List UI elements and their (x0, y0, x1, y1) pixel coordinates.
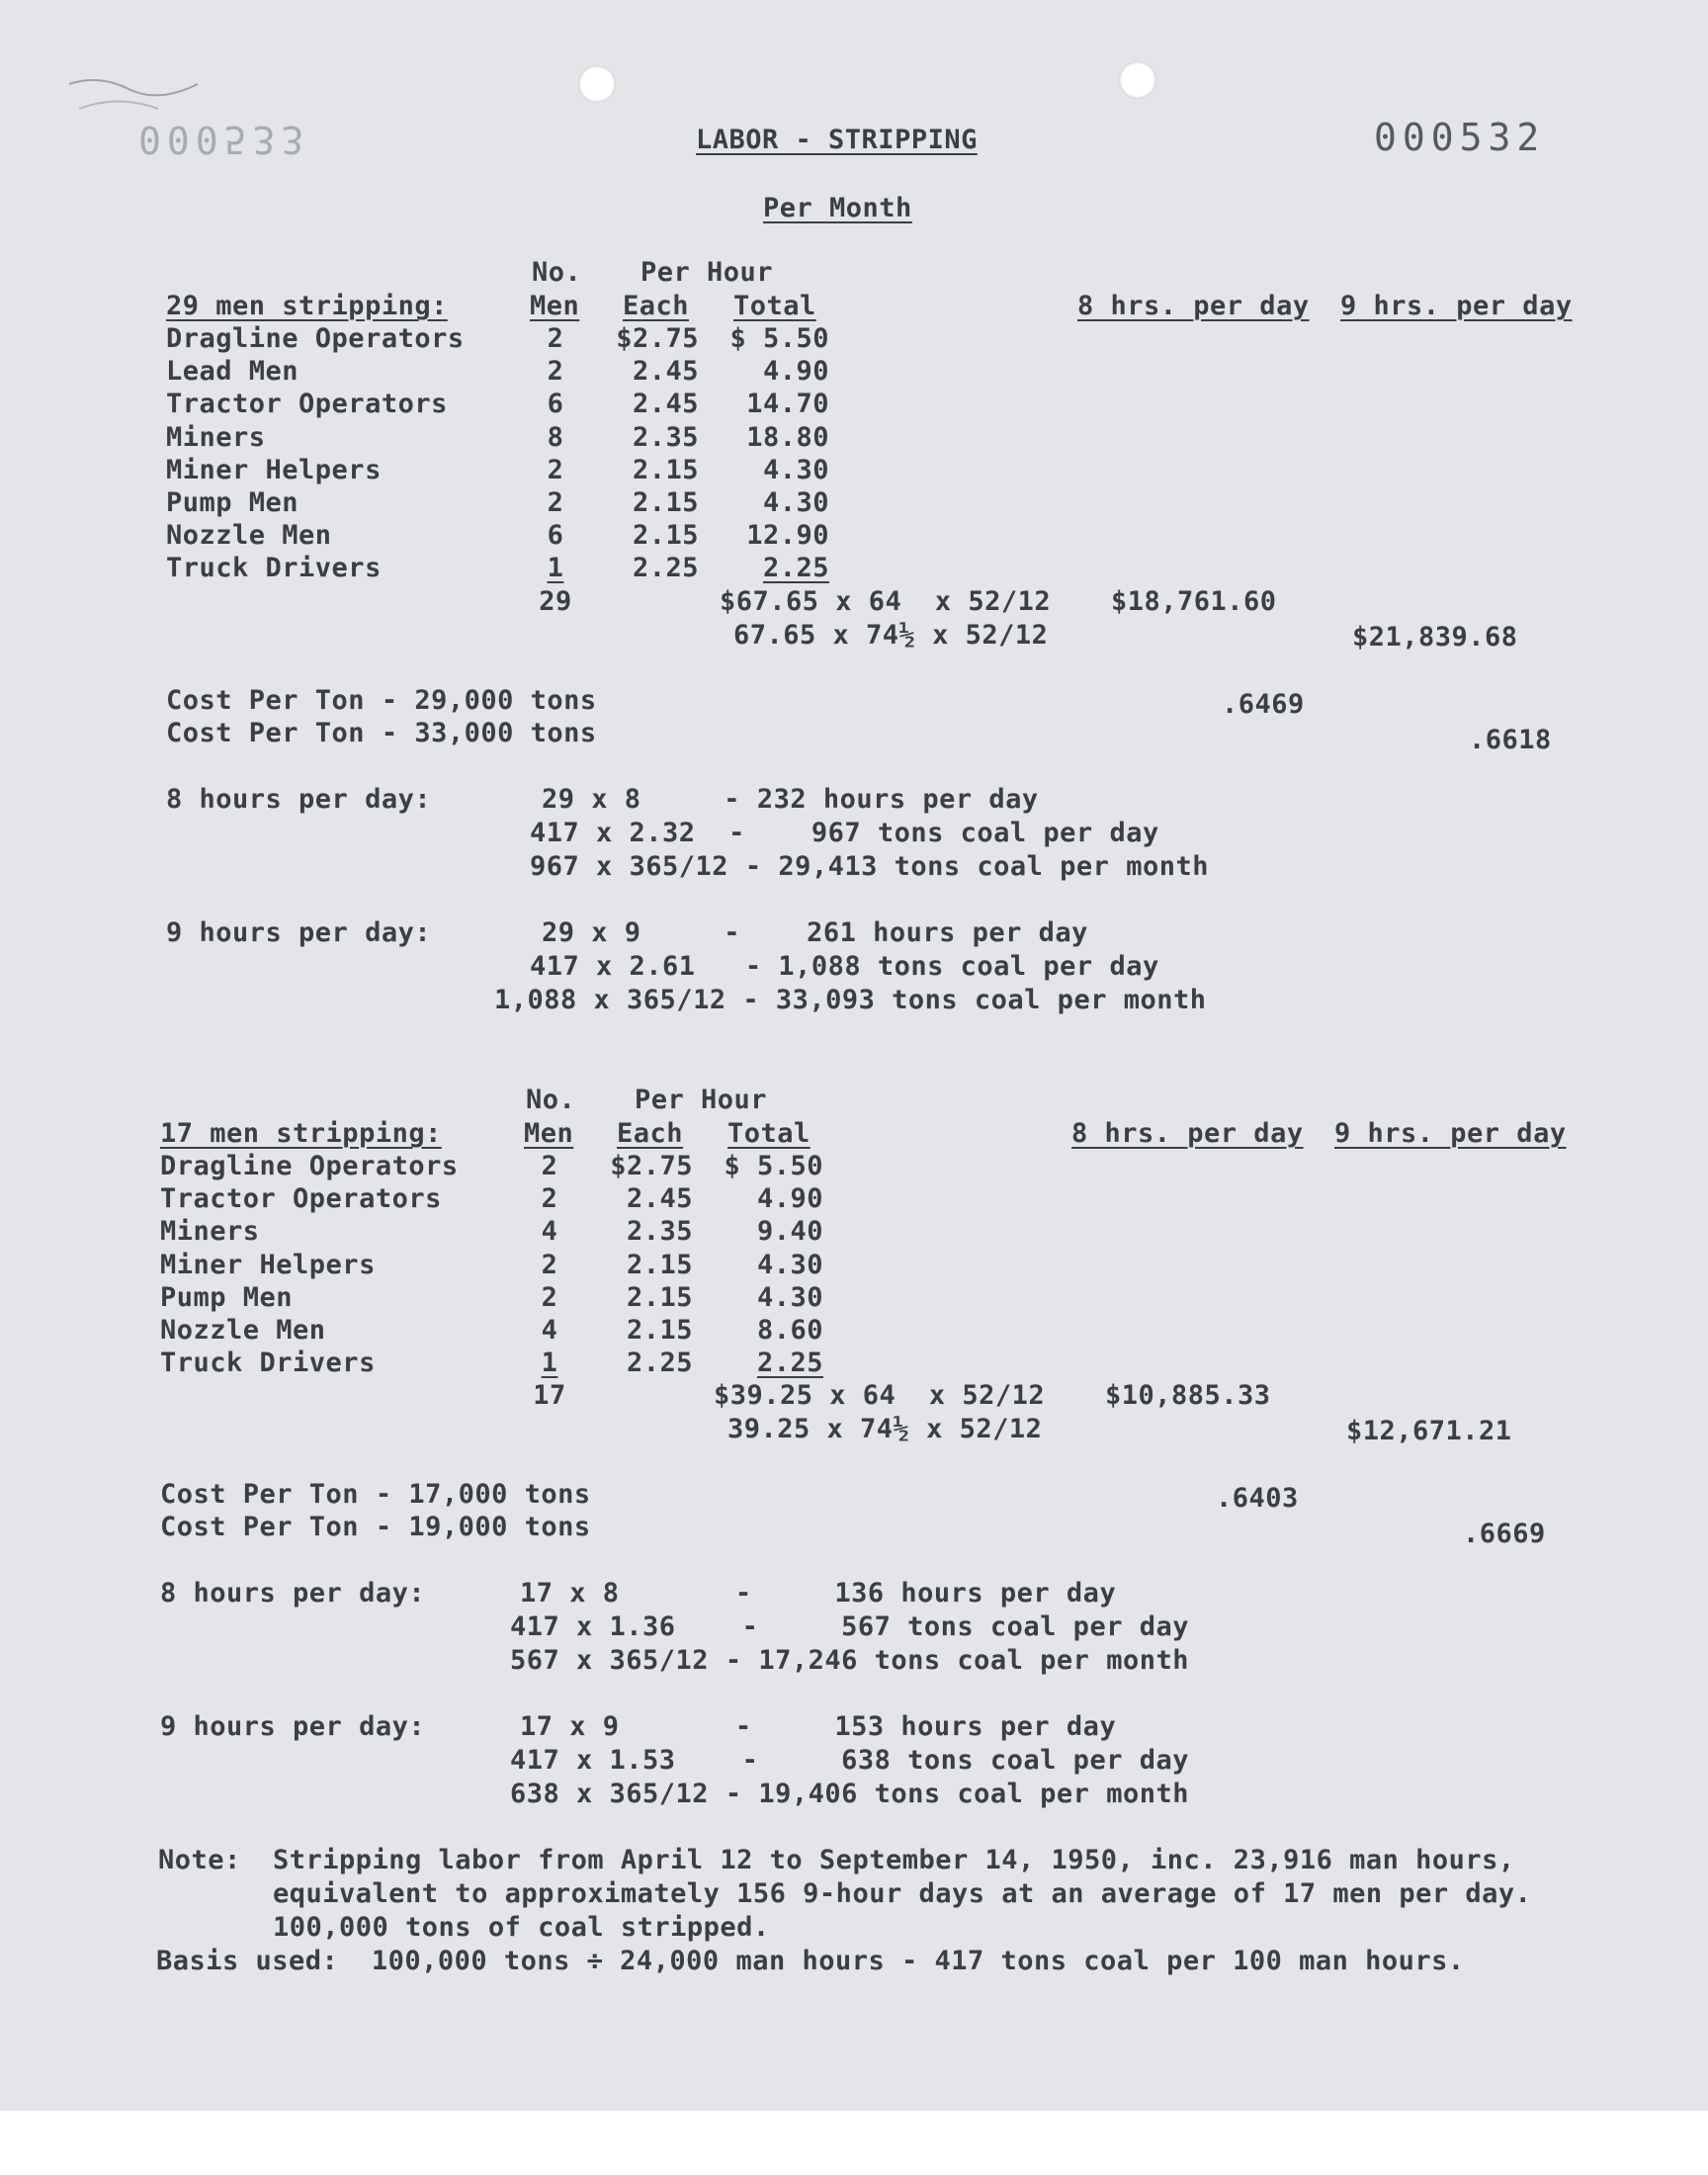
table-row-role: Pump Men (166, 487, 299, 518)
table-row-men: 1 (547, 553, 564, 584)
table-row-each: 2.45 (632, 389, 699, 420)
table-row-role: Miners (166, 421, 266, 453)
faint-doc-number: 000533 (138, 118, 310, 161)
hours-9-calc-line: 417 x 2.61 - 1,088 tons coal per day (530, 950, 1159, 982)
table-row-men: 6 (547, 389, 564, 420)
hours-8-label: 8 hours per day: (160, 1578, 426, 1610)
men-total: 29 (539, 585, 572, 617)
table-row-total: 9.40 (756, 1216, 823, 1248)
table-row-role: Lead Men (166, 356, 299, 388)
section-heading: 17 men stripping: (160, 1118, 442, 1149)
hours-9-label: 9 hours per day: (160, 1711, 426, 1743)
section-heading: 29 men stripping: (166, 291, 448, 321)
col-header-no: No. (526, 1085, 576, 1115)
table-row-total: 2.25 (756, 1348, 823, 1379)
table-row-total: 4.30 (762, 487, 829, 518)
calc-8hrs: $67.65 x 64 x 52/12 (720, 585, 1052, 617)
col-header-men: Men (530, 291, 580, 321)
table-row-men: 1 (541, 1348, 558, 1379)
calc-8hrs: $39.25 x 64 x 52/12 (714, 1380, 1046, 1412)
table-row-men: 8 (547, 421, 564, 453)
table-row-total: 4.30 (762, 454, 829, 485)
cost-per-ton-label: Cost Per Ton - 17,000 tons (160, 1479, 591, 1511)
table-row-each: 2.35 (626, 1216, 693, 1248)
table-row-total: 4.30 (756, 1249, 823, 1280)
table-row-total: 14.70 (746, 389, 829, 420)
hours-8-calc-line: 17 x 8 - 136 hours per day (520, 1578, 1117, 1610)
amount-8hrs: $10,885.33 (1105, 1380, 1271, 1412)
table-row-total: 4.30 (756, 1281, 823, 1313)
table-row-each: 2.35 (632, 421, 699, 453)
col-header-each: Each (623, 291, 690, 321)
table-row-men: 4 (541, 1315, 558, 1346)
table-row-role: Truck Drivers (160, 1348, 376, 1379)
hours-8-label: 8 hours per day: (166, 783, 432, 815)
col-header-9hrs: 9 hrs. per day (1340, 291, 1573, 321)
cost-per-ton-label: Cost Per Ton - 29,000 tons (166, 684, 597, 716)
col-header-total: Total (727, 1118, 811, 1149)
col-header-8hrs: 8 hrs. per day (1071, 1118, 1304, 1149)
table-row-each: $2.75 (610, 1151, 693, 1181)
cost-per-ton-label: Cost Per Ton - 19,000 tons (160, 1512, 591, 1543)
scan-margin (0, 2111, 1708, 2175)
table-row-total: 2.25 (762, 553, 829, 584)
table-row-role: Miner Helpers (160, 1249, 376, 1280)
note-line: Stripping labor from April 12 to September 14, 1950, inc. 23,916 man hours, (273, 1845, 1515, 1875)
punch-hole-left (578, 65, 616, 103)
cost-per-ton-value: .6669 (1463, 1519, 1546, 1550)
table-row-total: 4.90 (762, 356, 829, 388)
col-header-each: Each (617, 1118, 684, 1149)
hours-9-calc-line: 29 x 9 - 261 hours per day (542, 916, 1088, 948)
hours-9-calc-line: 417 x 1.53 - 638 tons coal per day (510, 1745, 1189, 1777)
table-row-men: 4 (541, 1216, 558, 1248)
table-row-role: Pump Men (160, 1281, 294, 1313)
table-row-total: 8.60 (756, 1315, 823, 1346)
table-row-men: 2 (547, 487, 564, 518)
hours-8-calc-line: 967 x 365/12 - 29,413 tons coal per month (530, 850, 1209, 882)
table-row-men: 2 (547, 323, 564, 354)
note-label: Note: (158, 1845, 241, 1875)
note-line: equivalent to approximately 156 9-hour days at an average of 17 men per day. (273, 1878, 1532, 1909)
amount-8hrs: $18,761.60 (1111, 585, 1277, 617)
table-row-each: 2.25 (626, 1348, 693, 1379)
table-row-each: 2.15 (632, 454, 699, 485)
col-header-men: Men (524, 1118, 574, 1149)
table-row-role: Nozzle Men (166, 520, 332, 552)
col-header-total: Total (733, 291, 816, 321)
hours-8-calc-line: 417 x 2.32 - 967 tons coal per day (530, 817, 1159, 848)
table-row-each: 2.15 (626, 1281, 693, 1313)
table-row-men: 2 (541, 1281, 558, 1313)
basis-line: Basis used: 100,000 tons ÷ 24,000 man hours - 417 tons coal per 100 man hours. (156, 1946, 1465, 1976)
table-row-each: 2.45 (626, 1183, 693, 1215)
col-header-8hrs: 8 hrs. per day (1077, 291, 1310, 321)
note-line: 100,000 tons of coal stripped. (273, 1912, 770, 1943)
table-row-role: Nozzle Men (160, 1315, 326, 1346)
table-row-each: 2.15 (626, 1249, 693, 1280)
hours-8-calc-line: 567 x 365/12 - 17,246 tons coal per month (510, 1645, 1189, 1677)
cost-per-ton-value: .6469 (1222, 688, 1305, 720)
table-row-role: Miners (160, 1216, 260, 1248)
table-row-role: Dragline Operators (166, 323, 465, 354)
table-row-total: $ 5.50 (724, 1151, 823, 1181)
col-header-no: No. (532, 257, 582, 288)
cost-per-ton-label: Cost Per Ton - 33,000 tons (166, 717, 597, 748)
amount-9hrs: $12,671.21 (1346, 1416, 1512, 1447)
table-row-role: Tractor Operators (160, 1183, 442, 1215)
table-row-total: 18.80 (746, 421, 829, 453)
table-row-role: Truck Drivers (166, 553, 382, 584)
hours-9-calc-line: 1,088 x 365/12 - 33,093 tons coal per month (494, 984, 1207, 1015)
table-row-men: 2 (541, 1183, 558, 1215)
table-row-men: 2 (547, 356, 564, 388)
amount-9hrs: $21,839.68 (1352, 621, 1518, 652)
table-row-each: 2.25 (632, 553, 699, 584)
hours-8-calc-line: 417 x 1.36 - 567 tons coal per day (510, 1611, 1189, 1643)
col-header-9hrs: 9 hrs. per day (1334, 1118, 1567, 1149)
cost-per-ton-value: .6403 (1216, 1483, 1299, 1515)
doc-number: 000532 (1374, 116, 1546, 159)
col-header-per-hour: Per Hour (635, 1085, 768, 1115)
table-row-each: 2.15 (632, 487, 699, 518)
table-row-each: 2.15 (626, 1315, 693, 1346)
table-row-each: $2.75 (616, 323, 699, 354)
hours-9-calc-line: 17 x 9 - 153 hours per day (520, 1711, 1117, 1743)
table-row-men: 2 (547, 454, 564, 485)
men-total: 17 (533, 1380, 566, 1412)
table-row-total: 12.90 (746, 520, 829, 552)
table-row-role: Miner Helpers (166, 454, 382, 485)
cost-per-ton-value: .6618 (1469, 724, 1552, 755)
table-row-men: 2 (541, 1151, 558, 1181)
table-row-each: 2.15 (632, 520, 699, 552)
table-row-men: 6 (547, 520, 564, 552)
table-row-role: Dragline Operators (160, 1151, 459, 1181)
table-row-role: Tractor Operators (166, 389, 448, 420)
hours-8-calc-line: 29 x 8 - 232 hours per day (542, 783, 1039, 815)
table-row-each: 2.45 (632, 356, 699, 388)
hours-9-calc-line: 638 x 365/12 - 19,406 tons coal per month (510, 1779, 1189, 1810)
col-header-per-hour: Per Hour (640, 257, 774, 288)
table-row-men: 2 (541, 1249, 558, 1280)
page-title: LABOR - STRIPPING (696, 125, 978, 155)
table-row-total: 4.90 (756, 1183, 823, 1215)
calc-9hrs: 67.65 x 74½ x 52/12 (733, 619, 1049, 651)
page-subtitle: Per Month (763, 193, 912, 223)
punch-hole-right (1119, 61, 1156, 99)
hours-9-label: 9 hours per day: (166, 916, 432, 948)
calc-9hrs: 39.25 x 74½ x 52/12 (727, 1414, 1043, 1445)
table-row-total: $ 5.50 (729, 323, 829, 354)
